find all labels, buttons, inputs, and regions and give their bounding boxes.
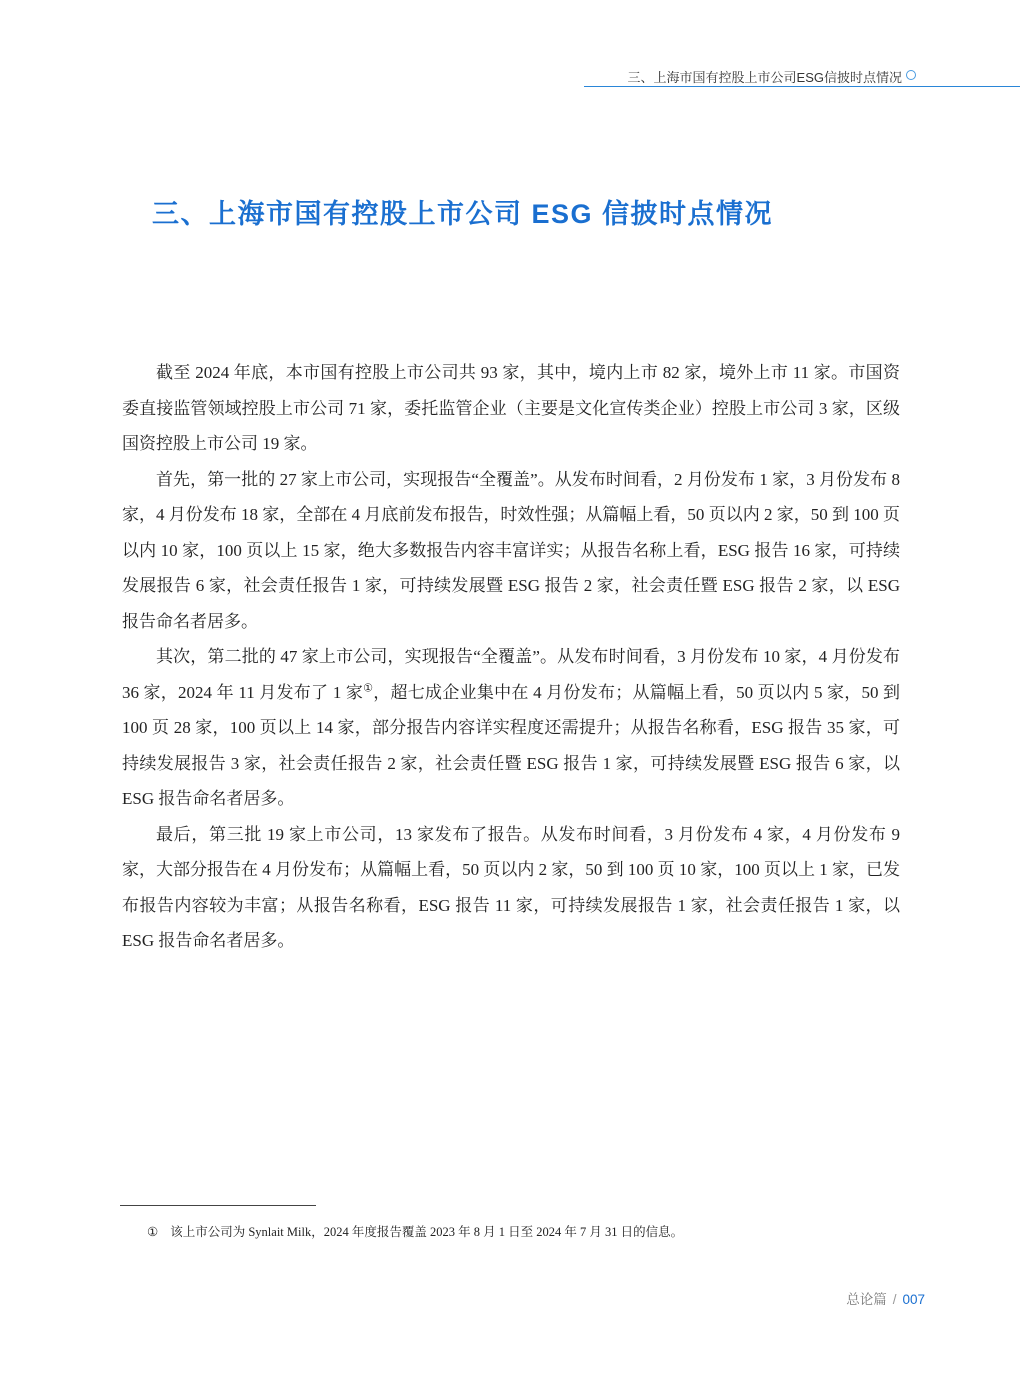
section-name: 总论篇: [846, 1292, 887, 1307]
paragraph: 最后，第三批 19 家上市公司，13 家发布了报告。从发布时间看，3 月份发布 4 家，4 月份发布 9 家，大部分报告在 4 月份发布；从篇幅上看，50 页以内 2 家，50 到 100 页 10 家，100 页以上 1 家，已发布报告内容较为丰富；从报告名称看，ESG 报告 11 家，可持续发展报告 1 家，社会责任报告 1 家，以 ESG 报告命名者居多。: [122, 824, 900, 950]
running-title: 三、上海市国有控股上市公司ESG信披时点情况: [627, 70, 902, 85]
paragraph: [122, 639, 900, 817]
paragraph: 首先，第一批的 27 家上市公司，实现报告“全覆盖”。从发布时间看，2 月份发布 1 家，3 月份发布 8 家，4 月份发布 18 家，全部在 4 月底前发布报告，时效性强；从篇幅上看，50 页以内 2 家，50 到 100 页以内 10 家，100 页以上 15 家，绝大多数报告内容丰富详实；从报告名称上看，ESG 报告 16 家，可持续发展报告 6 家，社会责任报告 1 家，可持续发展暨 ESG 报告 2 家，社会责任暨 ESG 报告 2 家，以 ESG 报告命名者居多。: [122, 469, 900, 631]
body-text: [122, 355, 900, 959]
footnote-text: 该上市公司为 Synlait Milk，2024 年度报告覆盖 2023 年 8 月 1 日至 2024 年 7 月 31 日的信息。: [170, 1225, 684, 1239]
footnote-divider: [120, 1205, 316, 1206]
section-title: 三、上海市国有控股上市公司 ESG 信披时点情况: [152, 199, 774, 229]
paragraph-text: 其次，第二批的 47 家上市公司，实现报告“全覆盖”。从发布时间看，3 月份发布 10 家，4 月份发布 36 家，2024 年 11 月发布了 1 家: [122, 647, 900, 702]
footnote-ref[interactable]: ①: [363, 681, 374, 694]
folio-separator: /: [892, 1292, 897, 1307]
ring-icon: [906, 70, 916, 80]
footnote: [147, 1222, 683, 1240]
page-folio: [846, 1288, 925, 1308]
paragraph-text: ，超七成企业集中在 4 月份发布；从篇幅上看，50 页以内 5 家，50 到 100 页 28 家，100 页以上 14 家，部分报告内容详实程度还需提升；从报告名称看，ESG 报告 35 家，可持续发展报告 3 家，社会责任报告 2 家，社会责任暨 ESG 报告 1 家，可持续发展暨 ESG 报告 6 家，以 ESG 报告命名者居多。: [122, 682, 901, 808]
running-header: [584, 66, 1020, 87]
paragraph: 截至 2024 年底，本市国有控股上市公司共 93 家，其中，境内上市 82 家，境外上市 11 家。市国资委直接监管领域控股上市公司 71 家，委托监管企业（主要是文化宣传类企业）控股上市公司 3 家，区级国资控股上市公司 19 家。: [122, 363, 900, 453]
footnote-mark: ①: [147, 1225, 159, 1239]
page-number: 007: [902, 1292, 925, 1307]
